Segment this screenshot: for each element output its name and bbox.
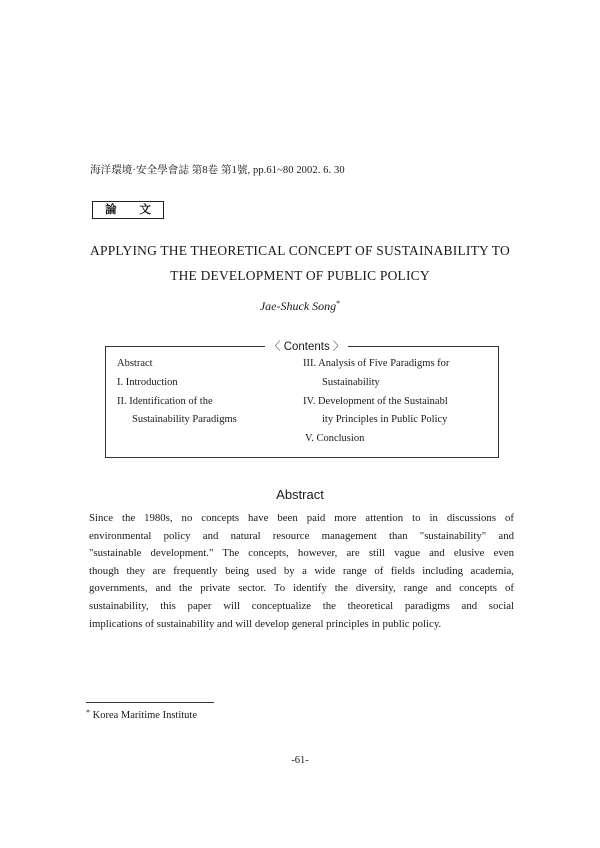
toc-item-identification: II. Identification of the <box>117 396 213 407</box>
footnote-divider <box>86 702 214 703</box>
paper-title-line-1: APPLYING THE THEORETICAL CONCEPT OF SUSTAINABILITY TO <box>90 243 510 258</box>
toc-item-development: IV. Development of the Sustainabl <box>303 396 448 407</box>
toc-item-identification-cont: Sustainability Paradigms <box>132 414 237 425</box>
abstract-line: environmental policy and natural resource management than "sustainability" and <box>89 529 514 542</box>
toc-item-analysis: III. Analysis of Five Paradigms for <box>303 358 450 369</box>
page-number: -61- <box>291 755 309 766</box>
abstract-line: governments, and the private sector. To identify the diversity, range and concepts of <box>89 582 514 595</box>
author-name: Jae-Shuck Song <box>259 299 337 313</box>
paper-title-line-2: THE DEVELOPMENT OF PUBLIC POLICY <box>170 268 430 283</box>
abstract-line: "sustainable development." The concepts, however, are still vague and elusive even <box>89 547 514 560</box>
footnote-text: Korea Maritime Institute <box>92 710 198 721</box>
abstract-line: sustainability, this paper will conceptualize the theoretical paradigms and social <box>89 599 514 612</box>
contents-heading: 〈 Contents 〉 <box>265 338 348 354</box>
article-type-label: 論 文 <box>92 201 164 219</box>
toc-item-analysis-cont: Sustainability <box>322 377 380 388</box>
footnote <box>86 708 197 721</box>
author-line <box>0 299 600 314</box>
abstract-body <box>89 510 514 633</box>
toc-item-abstract: Abstract <box>117 358 153 369</box>
abstract-line: though they are frequently being used by a wide range of fields including academia, <box>89 564 514 577</box>
abstract-line: implications of sustainability and will develop general principles in public policy. <box>89 617 442 630</box>
author-footnote-mark: * <box>336 299 341 308</box>
toc-item-development-cont: ity Principles in Public Policy <box>322 414 448 425</box>
abstract-heading: Abstract <box>276 487 324 502</box>
footnote-mark: * <box>86 708 90 717</box>
journal-citation: 海洋環境·安全學會誌 第8卷 第1號, pp.61~80 2002. 6. 30 <box>90 165 345 176</box>
abstract-line: Since the 1980s, no concepts have been paid more attention to in discussions of <box>89 512 514 524</box>
toc-item-conclusion: V. Conclusion <box>305 433 365 444</box>
toc-item-introduction: I. Introduction <box>117 377 178 388</box>
